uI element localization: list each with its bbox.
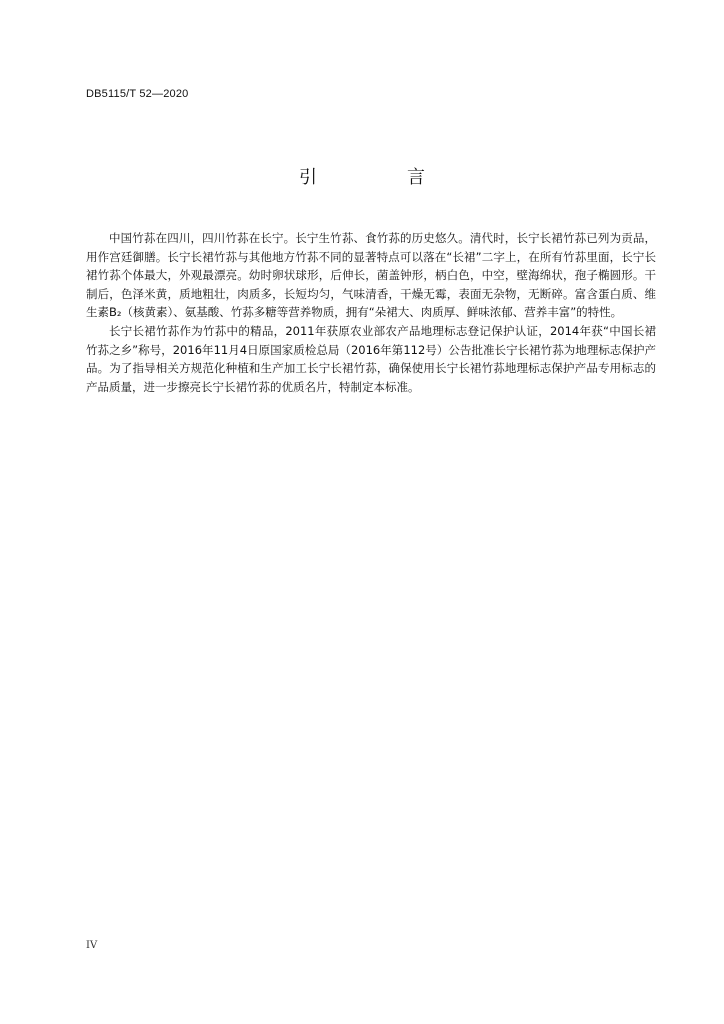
paragraph-2: 长宁长裙竹荪作为竹荪中的精品，2011年获原农业部农产品地理标志登记保护认证，2014年获“中国长裙竹荪之乡”称号，2016年11月4日原国家质检总局（2016年第112号）公告批准长宁长裙竹荪为地理标志保护产品。为了指导相关方规范化种植和生产加工长宁长裙竹荪，确保使用长宁长裙竹荪地理标志保护产品专用标志的产品质量，进一步擦亮长宁长裙竹荪的优质名片，特制定本标准。	[86, 323, 656, 394]
page-number: IV	[86, 940, 98, 951]
paragraph-1: 中国竹荪在四川，四川竹荪在长宁。长宁生竹荪、食竹荪的历史悠久。清代时，长宁长裙竹荪已列为贡品，用作宫廷御膳。长宁长裙竹荪与其他地方竹荪不同的显著特点可以落在“长裙”二字上，在所有竹荪里面，长宁长裙竹荪个体最大，外观最漂亮。幼时卵状球形，后伸长，菌盖钟形，柄白色，中空，壁海绵状，孢子椭圆形。干制后，色泽米黄，质地粗壮，肉质多，长短均匀，气味清香，干燥无霉，表面无杂物，无断碎。富含蛋白质、维生素B₂（核黄素）、氨基酸、竹荪多糖等营养物质，拥有“朵裙大、肉质厚、鲜味浓郁、营养丰富”的特性。	[86, 231, 656, 320]
standard-code: DB5115/T 52—2020	[86, 88, 189, 100]
introduction-body	[86, 229, 656, 396]
section-title: 引 言	[299, 167, 461, 188]
